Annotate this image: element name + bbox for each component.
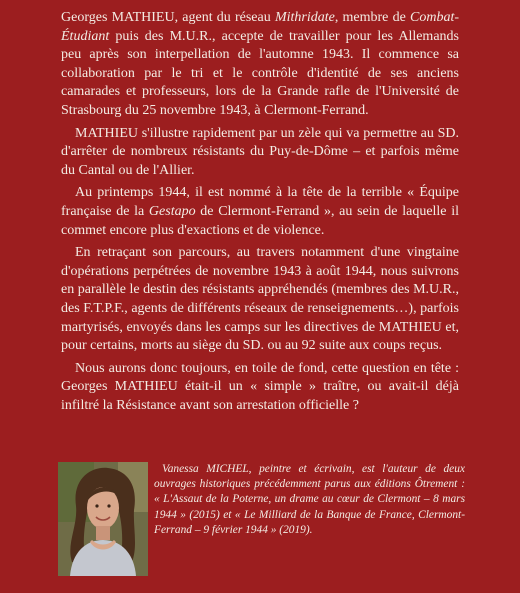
paragraph-1: Georges MATHIEU, agent du réseau Mithridate, membre de Combat-Étudiant puis des M.U.R., accepte de travailler pour les Allemands peu après son interpellation de l'automne 1943. Il commence sa collaboration par le tri et le contrôle d'identité de ses anciens camarades et professeurs, lors de la Grande rafle de l'Université de Strasbourg du 25 novembre 1943, à Clermont-Ferrand. bbox=[61, 10, 459, 118]
author-section bbox=[58, 462, 468, 578]
paragraph-5: Nous aurons donc toujours, en toile de fond, cette question en tête : Georges MATHIEU était-il un « simple » traître, ou avait-il déjà infiltré la Résistance avant son arrestation officielle ? bbox=[61, 360, 459, 413]
author-portrait-icon bbox=[58, 462, 148, 576]
author-photo bbox=[58, 462, 148, 576]
book-title-2: Le Milliard de la Banque de France, Clermont-Ferrand – 9 février 1944 bbox=[154, 508, 465, 536]
summary-text bbox=[61, 9, 459, 419]
movement-name: Combat-Étudiant bbox=[61, 10, 459, 44]
author-bio: Vanessa MICHEL, peintre et écrivain, est l'auteur de deux ouvrages historiques précédemment parus aux éditions Ôtrement : « L'Assaut de la Poterne, un drame au cœur de Clermont – 8 mars 1944 » (2015) et « Le Milliard de la Banque de France, Clermont-Ferrand – 9 février 1944 » (2019). bbox=[154, 463, 466, 536]
paragraph-2: MATHIEU s'illustre rapidement par un zèle qui va permettre au SD. d'arrêter de nombreux résistants du Puy-de-Dôme – et parfois même du Cantal ou de l'Allier. bbox=[61, 125, 459, 178]
network-name: Mithridate bbox=[274, 10, 335, 25]
paragraph-4: En retraçant son parcours, au travers notamment d'une vingtaine d'opérations perpétrées de novembre 1943 à août 1944, nous suivrons en parallèle le destin des résistants appréhendés (membres des M.U.R., des F.T.P.F., agents de différents réseaux de renseignements…), parfois martyrisés, envoyés dans les camps sur les directives de MATHIEU et, pour certains, morts au siège du SD. ou au 92 suite aux coups reçus. bbox=[61, 245, 459, 354]
book-title-1: L'Assaut de la Poterne, un drame au cœur de Clermont – 8 mars 1944 bbox=[154, 493, 466, 521]
paragraph-3: Au printemps 1944, il est nommé à la tête de la terrible « Équipe française de la Gestapo de Clermont-Ferrand », au sein de laquelle il commet encore plus d'exactions et de violence. bbox=[61, 185, 459, 238]
